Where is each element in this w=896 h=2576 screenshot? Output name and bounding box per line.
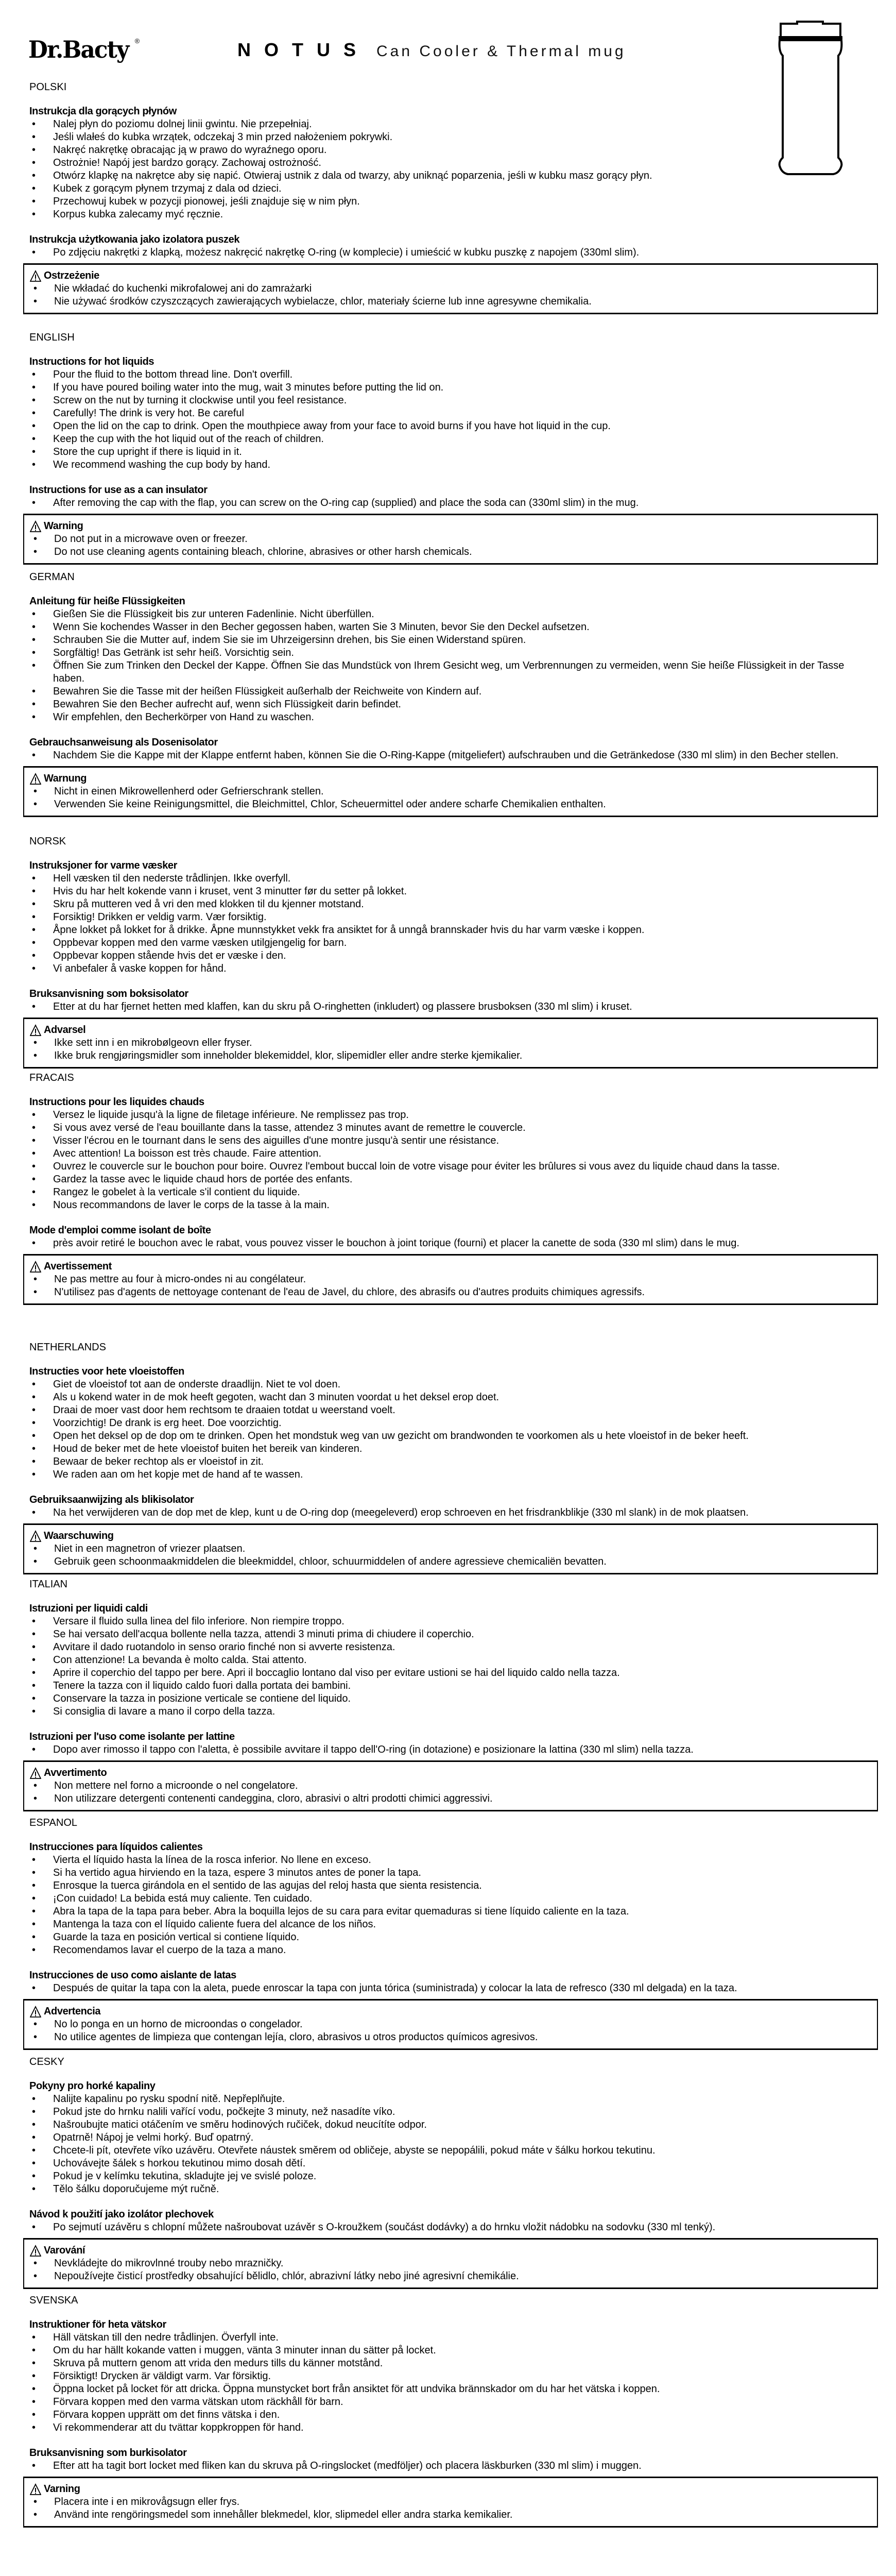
hot-liquids-heading: Instrucciones para líquidos calientes xyxy=(29,1841,203,1853)
bullet-list xyxy=(0,1109,896,1212)
list-item: • Giet de vloeistof tot aan de onderste draadlijn. Niet te vol doen. xyxy=(53,1378,870,1391)
list-item: • Screw on the nut by turning it clockwise until you feel resistance. xyxy=(53,394,870,407)
list-item: • Förvara koppen upprätt om det finns vätska i den. xyxy=(53,2409,870,2421)
list-item: • Ikke bruk rengjøringsmidler som inneholder blekemiddel, klor, slipemidler eller andre sterke kjemikalier. xyxy=(54,1049,867,1062)
bullet-list xyxy=(24,785,877,811)
section-body xyxy=(0,1096,896,1305)
list-item: • Aprire il coperchio del tappo per bere. Apri il boccaglio lontano dal viso per evitare ustioni se hai del liquido caldo nella tazza. xyxy=(53,1667,870,1680)
language-label: FRACAIS xyxy=(29,1072,74,1083)
list-item: • Nachdem Sie die Kappe mit der Klappe entfernt haben, können Sie die O-Ring-Kappe (mitgeliefert) aufschrauben und die Getränkedose (330 ml slim) in den Becher stellen. xyxy=(53,749,870,762)
bullet-list xyxy=(24,2018,877,2044)
bullet-list xyxy=(0,1615,896,1718)
list-item: • Bewahren Sie die Tasse mit der heißen Flüssigkeit außerhalb der Reichweite von Kindern auf. xyxy=(53,685,870,698)
list-item: • No lo ponga en un horno de microondas o congelador. xyxy=(54,2018,867,2031)
bullet-list xyxy=(24,1273,877,1299)
bullet-list xyxy=(24,2257,877,2283)
bullet-list xyxy=(0,246,896,259)
list-item: • Nicht in einen Mikrowellenherd oder Gefrierschrank stellen. xyxy=(54,785,867,798)
list-item: • Öppna locket på locket för att dricka. Öppna munstycket bort från ansiktet för att undvika brännskador om du har het vätska i koppen. xyxy=(53,2383,870,2396)
bullet-list xyxy=(0,1237,896,1250)
warning-title-text: Avertissement xyxy=(44,1261,112,1272)
logo-text: Dr.Bacty xyxy=(28,36,129,63)
list-item: • près avoir retiré le bouchon avec le rabat, vous pouvez visser le bouchon à joint torique (fourni) et placer la canette de soda (330 ml slim) dans le mug. xyxy=(53,1237,870,1250)
list-item: • Avec attention! La boisson est très chaude. Faire attention. xyxy=(53,1147,870,1160)
bullet-list xyxy=(0,1378,896,1481)
can-insulator-heading: Bruksanvisning som boksisolator xyxy=(29,988,188,999)
list-item: • Non utilizzare detergenti contenenti candeggina, cloro, abrasivi o altri prodotti chimici aggressivi. xyxy=(54,1792,867,1805)
list-item: • Rangez le gobelet à la verticale s'il contient du liquide. xyxy=(53,1186,870,1199)
bullet-list xyxy=(0,1001,896,1013)
list-item: • Mantenga la taza con el líquido caliente fuera del alcance de los niños. xyxy=(53,1918,870,1931)
bullet-list xyxy=(0,608,896,724)
list-item: • Skru på mutteren ved å vri den med klokken til du kjenner motstand. xyxy=(53,898,870,911)
warning-box xyxy=(23,2238,878,2289)
list-item: • Voorzichtig! De drank is erg heet. Doe voorzichtig. xyxy=(53,1417,870,1430)
list-item: • Do not use cleaning agents containing bleach, chlorine, abrasives or other harsh chemicals. xyxy=(54,546,867,558)
language-label: ENGLISH xyxy=(29,332,75,343)
warning-triangle-icon xyxy=(30,2483,41,2496)
section-body xyxy=(0,1365,896,1574)
list-item: • Om du har hällt kokande vatten i muggen, vänta 3 minuter innan du sätter på locket. xyxy=(53,2344,870,2357)
list-item: • Versare il fluido sulla linea del filo inferiore. Non riempire troppo. xyxy=(53,1615,870,1628)
list-item: • Nepoužívejte čisticí prostředky obsahující bělidlo, chlór, abrazivní látky nebo jiné agresivní chemikálie. xyxy=(54,2270,867,2283)
list-item: • Nie używać środków czyszczących zawierających wybielacze, chlor, materiały ścierne lub inne agresywne chemikalia. xyxy=(54,295,867,308)
warning-triangle-icon xyxy=(30,270,41,282)
list-item: • Oppbevar koppen stående hvis det er væske i den. xyxy=(53,950,870,962)
list-item: • Bewaar de beker rechtop als er vloeistof in zit. xyxy=(53,1455,870,1468)
section-body xyxy=(0,2080,896,2289)
list-item: • Open het deksel op de dop om te drinken. Open het mondstuk weg van uw gezicht om brandwonden te voorkomen als u hete vloeistof in de beker heeft. xyxy=(53,1430,870,1443)
hot-liquids-heading: Instrukcja dla gorących płynów xyxy=(29,106,177,117)
list-item: • Niet in een magnetron of vriezer plaatsen. xyxy=(54,1543,867,1555)
list-item: • Después de quitar la tapa con la aleta, puede enroscar la tapa con junta tórica (suministrada) y colocar la lata de refresco (330 ml delgada) en la taza. xyxy=(53,1982,870,1995)
warning-triangle-icon xyxy=(30,1530,41,1543)
product-name: NOTUS xyxy=(237,39,369,60)
list-item: • Placera inte i en mikrovågsugn eller frys. xyxy=(54,2496,867,2509)
warning-title xyxy=(24,1530,877,1543)
list-item: • Förvara koppen med den varma vätskan utom räckhåll för barn. xyxy=(53,2396,870,2409)
list-item: • Keep the cup with the hot liquid out of the reach of children. xyxy=(53,433,870,446)
hot-liquids-heading: Pokyny pro horké kapaliny xyxy=(29,2080,156,2092)
bullet-list xyxy=(0,872,896,975)
hot-liquids-heading: Instructies voor hete vloeistoffen xyxy=(29,1366,184,1377)
list-item: • Nalej płyn do poziomu dolnej linii gwintu. Nie przepełniaj. xyxy=(53,118,870,131)
warning-box xyxy=(23,2477,878,2528)
page-title xyxy=(237,39,626,61)
can-insulator-heading: Istruzioni per l'uso come isolante per lattine xyxy=(29,1731,235,1742)
hot-liquids-heading: Instructions for hot liquids xyxy=(29,356,154,367)
warning-title-text: Avvertimento xyxy=(44,1767,107,1778)
warning-title-text: Varning xyxy=(44,2483,80,2495)
can-insulator-heading: Mode d'emploi comme isolant de boîte xyxy=(29,1225,211,1236)
bullet-list xyxy=(24,282,877,308)
list-item: • Efter att ha tagit bort locket med fliken kan du skruva på O-ringslocket (medföljer) och placera läskburken (330 ml slim) i muggen. xyxy=(53,2460,870,2472)
list-item: • Przechowuj kubek w pozycji pionowej, jeśli znajduje się w nim płyn. xyxy=(53,195,870,208)
list-item: • Bewahren Sie den Becher aufrecht auf, wenn sich Flüssigkeit darin befindet. xyxy=(53,698,870,711)
hot-liquids-heading: Instruktioner för heta vätskor xyxy=(29,2319,166,2330)
bullet-list xyxy=(0,1743,896,1756)
warning-triangle-icon xyxy=(30,1261,41,1273)
list-item: • Pour the fluid to the bottom thread line. Don't overfill. xyxy=(53,368,870,381)
list-item: • Houd de beker met de hete vloeistof buiten het bereik van kinderen. xyxy=(53,1443,870,1455)
can-insulator-heading: Instructions for use as a can insulator xyxy=(29,484,208,496)
bullet-list xyxy=(24,533,877,558)
list-item: • Enrosque la tuerca girándola en el sentido de las agujas del reloj hasta que sienta resistencia. xyxy=(53,1879,870,1892)
warning-title xyxy=(24,772,877,785)
list-item: • Öffnen Sie zum Trinken den Deckel der Kappe. Öffnen Sie das Mundstück von Ihrem Gesicht weg, um Verbrennungen zu vermeiden, wenn Sie heiße Flüssigkeit in der Tasse haben. xyxy=(53,659,870,685)
list-item: • Verwenden Sie keine Reinigungsmittel, die Bleichmittel, Chlor, Scheuermittel oder andere scharfe Chemikalien enthalten. xyxy=(54,798,867,811)
list-item: • Hvis du har helt kokende vann i kruset, vent 3 minutter før du setter på lokket. xyxy=(53,885,870,898)
warning-triangle-icon xyxy=(30,1024,41,1037)
list-item: • Vierta el líquido hasta la línea de la rosca inferior. No llene en exceso. xyxy=(53,1854,870,1867)
list-item: • After removing the cap with the flap, you can screw on the O-ring cap (supplied) and place the soda can (330ml slim) in the mug. xyxy=(53,497,870,510)
warning-box xyxy=(23,1523,878,1574)
warning-title-text: Ostrzeżenie xyxy=(44,270,99,281)
list-item: • Skruva på muttern genom att vrida den medurs tills du känner motstånd. xyxy=(53,2357,870,2370)
warning-box xyxy=(23,263,878,314)
list-item: • Con attenzione! La bevanda è molto calda. Stai attento. xyxy=(53,1654,870,1667)
list-item: • Nakręć nakrętkę obracając ją w prawo do wyraźnego oporu. xyxy=(53,144,870,157)
language-label: SVENSKA xyxy=(29,2295,78,2306)
list-item: • N'utilisez pas d'agents de nettoyage contenant de l'eau de Javel, du chlore, des abrasifs ou d'autres produits chimiques agressifs. xyxy=(54,1286,867,1299)
list-item: • Ne pas mettre au four à micro-ondes ni au congélateur. xyxy=(54,1273,867,1286)
list-item: • Nie wkładać do kuchenki mikrofalowej ani do zamrażarki xyxy=(54,282,867,295)
hot-liquids-heading: Istruzioni per liquidi caldi xyxy=(29,1603,148,1614)
bullet-list xyxy=(0,2093,896,2196)
list-item: • Open the lid on the cap to drink. Open the mouthpiece away from your face to avoid burns if you have hot liquid in the cup. xyxy=(53,420,870,433)
warning-triangle-icon xyxy=(30,2006,41,2018)
language-label: POLSKI xyxy=(29,81,67,93)
list-item: • Store the cup upright if there is liquid in it. xyxy=(53,446,870,459)
list-item: • Tělo šálku doporučujeme mýt ručně. xyxy=(53,2183,870,2196)
list-item: • Se hai versato dell'acqua bollente nella tazza, attendi 3 minuti prima di chiudere il coperchio. xyxy=(53,1628,870,1641)
warning-box xyxy=(23,1018,878,1069)
hot-liquids-heading: Instructions pour les liquides chauds xyxy=(29,1096,204,1108)
list-item: • Nevkládejte do mikrovlnné trouby nebo mrazničky. xyxy=(54,2257,867,2270)
list-item: • Non mettere nel forno a microonde o nel congelatore. xyxy=(54,1780,867,1792)
list-item: • Vi rekommenderar att du tvättar koppkroppen för hand. xyxy=(53,2421,870,2434)
language-label: ESPANOL xyxy=(29,1817,77,1828)
list-item: • Vi anbefaler å vaske koppen for hånd. xyxy=(53,962,870,975)
list-item: • Dopo aver rimosso il tappo con l'aletta, è possibile avvitare il tappo dell'O-ring (in dotazione) e posizionare la lattina (330 ml slim) nella tazza. xyxy=(53,1743,870,1756)
bullet-list xyxy=(0,2331,896,2434)
list-item: • Ikke sett inn i en mikrobølgeovn eller fryser. xyxy=(54,1037,867,1049)
warning-title xyxy=(24,2244,877,2257)
section-body xyxy=(0,2318,896,2528)
can-insulator-heading: Gebrauchsanweisung als Dosenisolator xyxy=(29,737,218,748)
list-item: • Pokud je v kelímku tekutina, skladujte jej ve svislé poloze. xyxy=(53,2170,870,2183)
bullet-list xyxy=(0,1506,896,1519)
warning-title-text: Warning xyxy=(44,520,83,532)
list-item: • Conservare la tazza in posizione verticale se contiene del liquido. xyxy=(53,1692,870,1705)
list-item: • Jeśli wlałeś do kubka wrzątek, odczekaj 3 min przed nałożeniem pokrywki. xyxy=(53,131,870,144)
section-body xyxy=(0,355,896,565)
list-item: • Oppbevar koppen med den varme væsken utilgjengelig for barn. xyxy=(53,937,870,950)
list-item: • Recomendamos lavar el cuerpo de la taza a mano. xyxy=(53,1944,870,1957)
bullet-list xyxy=(0,1854,896,1957)
list-item: • Als u kokend water in de mok heeft gegoten, wacht dan 3 minuten voordat u het deksel erop doet. xyxy=(53,1391,870,1404)
registered-mark: ® xyxy=(134,37,140,45)
can-insulator-heading: Návod k použití jako izolátor plechovek xyxy=(29,2209,214,2220)
bullet-list xyxy=(24,2496,877,2521)
language-label: GERMAN xyxy=(29,571,75,583)
list-item: • Otwórz klapkę na nakrętce aby się napić. Otwieraj ustnik z dala od twarzy, aby uniknąć poparzenia, jeśli w kubku masz gorący płyn. xyxy=(53,170,870,182)
warning-triangle-icon xyxy=(30,2245,41,2257)
list-item: • We raden aan om het kopje met de hand af te wassen. xyxy=(53,1468,870,1481)
bullet-list xyxy=(0,749,896,762)
hot-liquids-heading: Anleitung für heiße Flüssigkeiten xyxy=(29,596,185,607)
warning-title xyxy=(24,520,877,533)
section-body xyxy=(0,1602,896,1811)
language-label: NORSK xyxy=(29,836,66,847)
list-item: • Kubek z gorącym płynem trzymaj z dala od dzieci. xyxy=(53,182,870,195)
section-body xyxy=(0,1841,896,2050)
warning-title-text: Waarschuwing xyxy=(44,1530,114,1541)
bullet-list xyxy=(24,1543,877,1568)
list-item: • Pokud jste do hrnku nalili vařící vodu, počkejte 3 minuty, než nasadíte víko. xyxy=(53,2106,870,2119)
warning-box xyxy=(23,1760,878,1811)
bullet-list xyxy=(24,1780,877,1805)
list-item: • Guarde la taza en posición vertical si contiene líquido. xyxy=(53,1931,870,1944)
warning-title xyxy=(24,269,877,282)
hot-liquids-heading: Instruksjoner for varme væsker xyxy=(29,860,178,871)
list-item: • ¡Con cuidado! La bebida está muy caliente. Ten cuidado. xyxy=(53,1892,870,1905)
list-item: • Hell væsken til den nederste trådlinjen. Ikke overfyll. xyxy=(53,872,870,885)
warning-title-text: Warnung xyxy=(44,773,87,784)
can-insulator-heading: Instrucciones de uso como aislante de latas xyxy=(29,1970,236,1981)
can-insulator-heading: Instrukcja użytkowania jako izolatora puszek xyxy=(29,234,240,245)
list-item: • Schrauben Sie die Mutter auf, indem Sie sie im Uhrzeigersinn drehen, bis Sie einen Widerstand spüren. xyxy=(53,634,870,647)
bullet-list xyxy=(0,368,896,471)
brand-logo xyxy=(28,34,140,66)
warning-box xyxy=(23,514,878,565)
list-item: • Korpus kubka zalecamy myć ręcznie. xyxy=(53,208,870,221)
warning-box xyxy=(23,766,878,817)
list-item: • Gebruik geen schoonmaakmiddelen die bleekmiddel, chloor, schuurmiddelen of andere agressieve chemicaliën bevatten. xyxy=(54,1555,867,1568)
list-item: • Uchovávejte šálek s horkou tekutinou mimo dosah dětí. xyxy=(53,2157,870,2170)
warning-triangle-icon xyxy=(30,1767,41,1780)
warning-title xyxy=(24,1260,877,1273)
bullet-list xyxy=(24,1037,877,1062)
list-item: • Gardez la tasse avec le liquide chaud hors de portée des enfants. xyxy=(53,1173,870,1186)
list-item: • Abra la tapa de la tapa para beber. Abra la boquilla lejos de su cara para evitar quemaduras si tiene líquido caliente en la taza. xyxy=(53,1905,870,1918)
language-label: CESKY xyxy=(29,2056,64,2067)
list-item: • Ouvrez le couvercle sur le bouchon pour boire. Ouvrez l'embout buccal loin de votre visage pour éviter les brûlures si vous avez du liquide chaud dans la tasse. xyxy=(53,1160,870,1173)
product-subtitle: Can Cooler & Thermal mug xyxy=(376,43,626,60)
warning-title-text: Advertencia xyxy=(44,2006,101,2017)
list-item: • We recommend washing the cup body by hand. xyxy=(53,459,870,471)
list-item: • Draai de moer vast door hem rechtsom te draaien totdat u weerstand voelt. xyxy=(53,1404,870,1417)
list-item: • If you have poured boiling water into the mug, wait 3 minutes before putting the lid on. xyxy=(53,381,870,394)
list-item: • Chcete-li pít, otevřete víko uzávěru. Otevřete náustek směrem od obličeje, abyste se nepopálili, pokud máte v šálku horkou tekutinu. xyxy=(53,2144,870,2157)
warning-title xyxy=(24,1024,877,1037)
list-item: • Na het verwijderen van de dop met de klep, kunt u de O-ring dop (meegeleverd) erop schroeven en het frisdrankblikje (330 ml slank) in de mok plaatsen. xyxy=(53,1506,870,1519)
list-item: • Sorgfältig! Das Getränk ist sehr heiß. Vorsichtig sein. xyxy=(53,647,870,659)
warning-title-text: Advarsel xyxy=(44,1024,86,1036)
section-body xyxy=(0,105,896,314)
list-item: • Tenere la tazza con il liquido caldo fuori dalla portata dei bambini. xyxy=(53,1680,870,1692)
language-label: ITALIAN xyxy=(29,1579,68,1590)
warning-box xyxy=(23,1254,878,1305)
list-item: • Si consiglia di lavare a mano il corpo della tazza. xyxy=(53,1705,870,1718)
list-item: • Wenn Sie kochendes Wasser in den Becher gegossen haben, warten Sie 3 Minuten, bevor Sie den Deckel aufsetzen. xyxy=(53,621,870,634)
list-item: • Opatrně! Nápoj je velmi horký. Buď opatrný. xyxy=(53,2131,870,2144)
warning-triangle-icon xyxy=(30,520,41,533)
list-item: • Visser l'écrou en le tournant dans le sens des aiguilles d'une montre jusqu'à sentir une résistance. xyxy=(53,1134,870,1147)
list-item: • Använd inte rengöringsmedel som innehåller blekmedel, klor, slipmedel eller andra starka kemikalier. xyxy=(54,2509,867,2521)
warning-box xyxy=(23,1999,878,2050)
warning-title xyxy=(24,1767,877,1780)
section-body xyxy=(0,859,896,1069)
list-item: • No utilice agentes de limpieza que contengan lejía, cloro, abrasivos u otros productos químicos agresivos. xyxy=(54,2031,867,2044)
list-item: • Häll vätskan till den nedre trådlinjen. Överfyll inte. xyxy=(53,2331,870,2344)
list-item: • Ostrożnie! Napój jest bardzo gorący. Zachowaj ostrożność. xyxy=(53,157,870,170)
bullet-list xyxy=(0,2460,896,2472)
list-item: • Po sejmutí uzávěru s chlopní můžete našroubovat uzávěr s O-kroužkem (součást dodávky) a do hrnku vložit nádobku na sodovku (330 ml tenký). xyxy=(53,2221,870,2234)
section-body xyxy=(0,595,896,817)
list-item: • Si vous avez versé de l'eau bouillante dans la tasse, attendez 3 minutes avant de remettre le couvercle. xyxy=(53,1122,870,1134)
list-item: • Gießen Sie die Flüssigkeit bis zur unteren Fadenlinie. Nicht überfüllen. xyxy=(53,608,870,621)
language-label: NETHERLANDS xyxy=(29,1342,106,1353)
list-item: • Etter at du har fjernet hetten med klaffen, kan du skru på O-ringhetten (inkludert) og plassere brusboksen (330 ml slim) i kruset. xyxy=(53,1001,870,1013)
list-item: • Wir empfehlen, den Becherkörper von Hand zu waschen. xyxy=(53,711,870,724)
list-item: • Do not put in a microwave oven or freezer. xyxy=(54,533,867,546)
can-insulator-heading: Bruksanvisning som burkisolator xyxy=(29,2447,187,2459)
list-item: • Nalijte kapalinu po rysku spodní nitě. Nepřeplňujte. xyxy=(53,2093,870,2106)
warning-title xyxy=(24,2005,877,2018)
list-item: • Nous recommandons de laver le corps de la tasse à la main. xyxy=(53,1199,870,1212)
bullet-list xyxy=(0,118,896,221)
list-item: • Carefully! The drink is very hot. Be careful xyxy=(53,407,870,420)
list-item: • Versez le liquide jusqu'à la ligne de filetage inférieure. Ne remplissez pas trop. xyxy=(53,1109,870,1122)
list-item: • Našroubujte matici otáčením ve směru hodinových ručiček, dokud neucítíte odpor. xyxy=(53,2119,870,2131)
list-item: • Si ha vertido agua hirviendo en la taza, espere 3 minutos antes de poner la tapa. xyxy=(53,1867,870,1879)
bullet-list xyxy=(0,2221,896,2234)
list-item: • Avvitare il dado ruotandolo in senso orario finché non si avverte resistenza. xyxy=(53,1641,870,1654)
can-insulator-heading: Gebruiksaanwijzing als blikisolator xyxy=(29,1494,194,1505)
list-item: • Åpne lokket på lokket for å drikke. Åpne munnstykket vekk fra ansiktet for å unngå brannskader hvis du har varm væske i koppen. xyxy=(53,924,870,937)
warning-title-text: Varování xyxy=(44,2245,85,2256)
list-item: • Po zdjęciu nakrętki z klapką, możesz nakręcić nakrętkę O-ring (w komplecie) i umieścić w kubku puszkę z napojem (330ml slim). xyxy=(53,246,870,259)
warning-title xyxy=(24,2483,877,2496)
warning-triangle-icon xyxy=(30,773,41,785)
bullet-list xyxy=(0,1982,896,1995)
list-item: • Forsiktig! Drikken er veldig varm. Vær forsiktig. xyxy=(53,911,870,924)
bullet-list xyxy=(0,497,896,510)
list-item: • Försiktigt! Drycken är väldigt varm. Var försiktig. xyxy=(53,2370,870,2383)
